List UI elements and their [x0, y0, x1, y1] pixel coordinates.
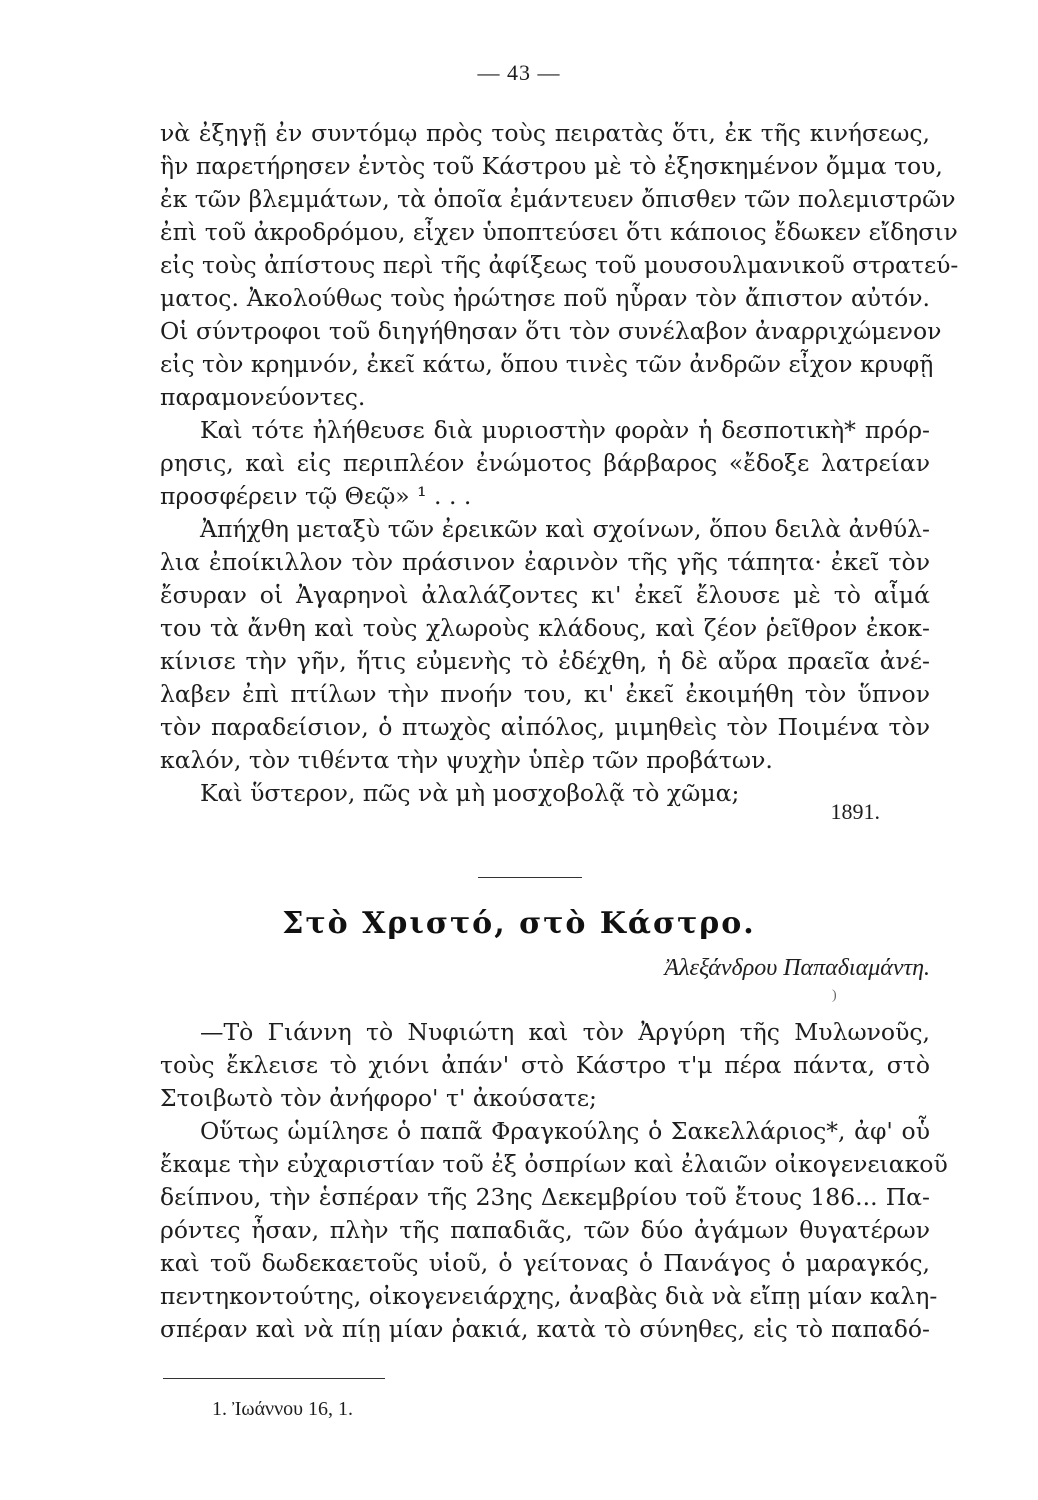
text-line: ἐπὶ τοῦ ἀκροδρόμου, εἶχεν ὑποπτεύσει ὅτι κάποιος ἔδωκεν εἴδησιν [160, 218, 958, 246]
text-line: ματος. Ἀκολούθως τοὺς ἠρώτησε ποῦ ηὗραν τὸν ἄπιστον αὐτόν. [160, 284, 930, 312]
text-line: εἰς τοὺς ἀπίστους περὶ τῆς ἀφίξεως τοῦ μουσουλμανικοῦ στρατεύ- [160, 251, 959, 279]
text-line: νὰ ἐξηγῇ ἐν συντόμῳ πρὸς τοὺς πειρατὰς ὅτι, ἐκ τῆς κινήσεως, [160, 119, 930, 147]
year-label: 1891. [830, 799, 880, 824]
closing-sentence: Καὶ ὕστερον, πῶς νὰ μὴ μοσχοβολᾷ τὸ χῶμα; [200, 779, 740, 807]
text-line: καλόν, τὸν τιθέντα τὴν ψυχὴν ὑπὲρ τῶν προβάτων. [160, 746, 773, 774]
text-line: τὸν παραδείσιον, ὁ πτωχὸς αἰπόλος, μιμηθεὶς τὸν Ποιμένα τὸν [160, 713, 930, 741]
closing-line [160, 777, 930, 824]
section-title: Στὸ Χριστό, στὸ Κάστρο. [282, 906, 756, 941]
page-number: — 43 — [477, 60, 561, 85]
text-line: τοὺς ἔκλεισε τὸ χιόνι ἀπάν' στὸ Κάστρο τ'μ πέρα πάντα, στὸ [160, 1051, 930, 1079]
text-line: λια ἐποίκιλλον τὸν πράσινον ἐαρινὸν τῆς γῆς τάπητα· ἐκεῖ τὸν [160, 548, 930, 576]
text-line: προσφέρειν τῷ Θεῷ» ¹ . . . [160, 482, 472, 510]
text-line: πεντηκοντούτης, οἰκογενειάρχης, ἀναβὰς διὰ νὰ εἴπῃ μίαν καλη- [160, 1282, 938, 1310]
text-line: εἰς τὸν κρημνόν, ἐκεῖ κάτω, ὅπου τινὲς τῶν ἀνδρῶν εἶχον κρυφῇ [160, 350, 934, 378]
text-line: λαβεν ἐπὶ πτίλων τὴν πνοήν του, κι' ἐκεῖ ἐκοιμήθη τὸν ὕπνον [160, 680, 930, 708]
text-line: —Τὸ Γιάννη τὸ Νυφιώτη καὶ τὸν Ἀργύρη τῆς Μυλωνοῦς, [200, 1018, 930, 1046]
text-line: του τὰ ἄνθη καὶ τοὺς χλωροὺς κλάδους, καὶ ζέον ῥεῖθρον ἐκοκ- [160, 614, 930, 642]
text-line: ἐκ τῶν βλεμμάτων, τὰ ὁποῖα ἐμάντευεν ὄπισθεν τῶν πολεμιστρῶν [160, 185, 956, 213]
section-separator [478, 877, 582, 878]
text-line: παραμονεύοντες. [160, 383, 366, 411]
text-line: Ἀπήχθη μεταξὺ τῶν ἐρεικῶν καὶ σχοίνων, ὅπου δειλὰ ἀνθύλ- [200, 515, 930, 543]
text-line: σπέραν καὶ νὰ πίῃ μίαν ῥακιά, κατὰ τὸ σύνηθες, εἰς τὸ παπαδό- [160, 1315, 930, 1343]
text-line: ἔκαμε τὴν εὐχαριστίαν τοῦ ἐξ ὀσπρίων καὶ ἐλαιῶν οἰκογενειακοῦ [160, 1150, 948, 1178]
author-byline: Ἀλεξάνδρου Παπαδιαμάντη. [664, 955, 930, 981]
stray-mark: ) [832, 988, 837, 1003]
text-line: Καὶ τότε ἠλήθευσε διὰ μυριοστὴν φορὰν ἡ δεσποτικὴ* πρόρ- [200, 416, 930, 444]
footnote-rule [163, 1378, 385, 1379]
text-line: Οὕτως ὡμίλησε ὁ παπᾶ Φραγκούλης ὁ Σακελλάριος*, ἀφ' οὗ [200, 1117, 930, 1145]
new-story-text [160, 1016, 948, 1346]
text-line: δείπνου, τὴν ἑσπέραν τῆς 23ης Δεκεμβρίου τοῦ ἔτους 186... Πα- [160, 1183, 930, 1211]
text-line: ἣν παρετήρησεν ἐντὸς τοῦ Κάστρου μὲ τὸ ἐξησκημένον ὄμμα του, [160, 152, 943, 180]
text-line: ἔσυραν οἱ Ἀγαρηνοὶ ἀλαλάζοντες κι' ἐκεῖ ἔλουσε μὲ τὸ αἷμά [160, 581, 930, 609]
text-line: ρησις, καὶ εἰς περιπλέον ἐνώμοτος βάρβαρος «ἔδοξε λατρείαν [160, 449, 930, 477]
text-line: ρόντες ἦσαν, πλὴν τῆς παπαδιᾶς, τῶν δύο ἀγάμων θυγατέρων [160, 1216, 930, 1244]
text-line: Οἱ σύντροφοι τοῦ διηγήθησαν ὅτι τὸν συνέλαβον ἀναρριχώμενον [160, 317, 942, 345]
text-line: καὶ τοῦ δωδεκαετοῦς υἱοῦ, ὁ γείτονας ὁ Πανάγος ὁ μαραγκός, [160, 1249, 930, 1277]
story-ending-text [160, 117, 959, 824]
footnote: 1. Ἰωάννου 16, 1. [212, 1398, 354, 1420]
text-line: κίνισε τὴν γῆν, ἥτις εὐμενὴς τὸ ἐδέχθη, ἡ δὲ αὔρα πραεῖα ἀνέ- [160, 647, 930, 675]
text-line: Στοιβωτὸ τὸν ἀνήφορο' τ' ἀκούσατε; [160, 1084, 597, 1112]
